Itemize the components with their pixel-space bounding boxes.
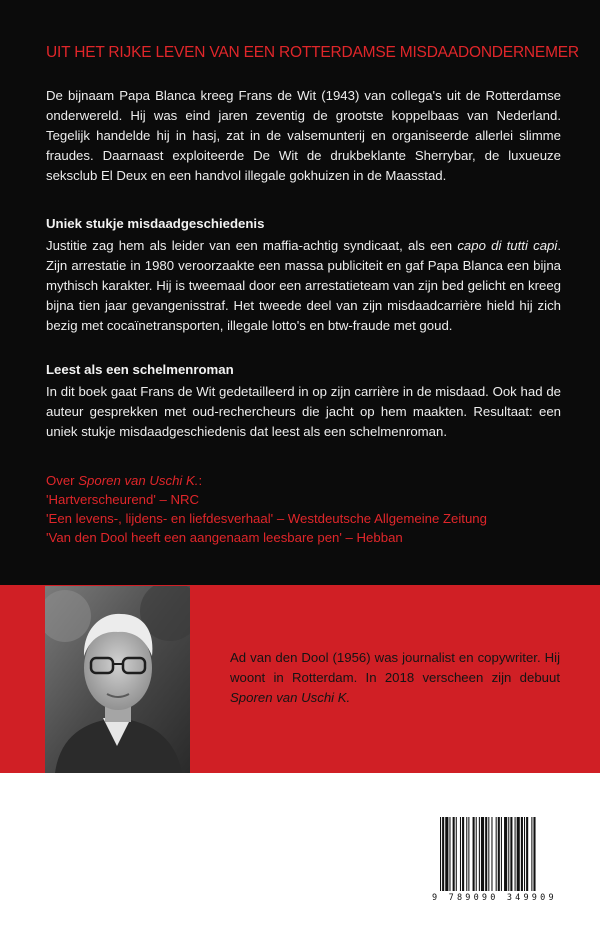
- barcode-bars: [432, 813, 559, 893]
- bio-book-title: Sporen van Uschi K.: [230, 690, 351, 705]
- author-bio: [230, 648, 560, 708]
- paragraph-italic-text: capo di tutti capi: [457, 238, 558, 253]
- barcode-bar: [481, 817, 484, 891]
- isbn-number: 9 789090 349909: [432, 893, 557, 903]
- barcode-bar: [456, 817, 457, 891]
- intro-paragraph: De bijnaam Papa Blanca kreeg Frans de Wit (1943) van collega's uit de Rotterdamse onderwereld. Hij was eind jaren zeventig de grootste koppelbaas van Nederland. Tegelijk handelde hij in hasj, zat in de valsemunterij en organiseerde allerlei slimme fraudes. Daarnaast exploiteerde De Wit de drukbeklante Sherrybar, de luxueuze seksclub El Deux en een handvol illegale gokhuizen in de Maasstad.: [46, 88, 561, 183]
- barcode-bar: [533, 817, 535, 891]
- barcode-bar: [504, 817, 507, 891]
- paragraph-text: . Zijn arrestatie in 1980 veroorzaakte een massa publiciteit en gaf Papa Blanca een bijna mythisch karakter. Hij is tweemaal door een arrestatieteam van zijn bed gelicht en kreeg bijna tien jaar gevangenisstraf. Het tweede deel van zijn misdaadcarrière hield hij zich bezig met cocaïnetransporten, illegale lotto's en btw-fraude met goud.: [46, 238, 561, 333]
- barcode-bar: [485, 817, 487, 891]
- barcode-bar: [508, 817, 509, 891]
- paragraph-text: Justitie zag hem als leider van een maffia-achtig syndicaat, als een: [46, 238, 458, 253]
- section-heading-roman: Leest als een schelmenroman: [46, 362, 234, 377]
- review-intro-suffix: :: [198, 473, 203, 488]
- barcode-bar: [521, 817, 523, 891]
- author-photo: [45, 586, 190, 773]
- barcode-bar: [460, 817, 461, 891]
- barcode-bar: [515, 817, 516, 891]
- review-book-title: Sporen van Uschi K.: [78, 473, 199, 488]
- barcode-bar: [517, 817, 520, 891]
- barcode-bar: [473, 817, 475, 891]
- barcode-bar: [488, 817, 489, 891]
- review-intro: [46, 471, 561, 490]
- barcode-bar: [491, 817, 492, 891]
- barcode-bar: [440, 817, 441, 891]
- barcode-bar: [524, 817, 525, 891]
- review-quote: 'Hartverscheurend' – NRC: [46, 492, 200, 507]
- barcode-bar: [501, 817, 502, 891]
- review-quotes: [46, 471, 561, 547]
- barcode-bar: [466, 817, 467, 891]
- barcode-bar: [449, 817, 450, 891]
- bio-text: Ad van den Dool (1956) was journalist en copywriter. Hij woont in Rotterdam. In 2018 verscheen zijn debuut: [230, 650, 560, 685]
- review-quote: 'Van den Dool heeft een aangenaam leesbare pen' – Hebban: [46, 530, 403, 545]
- barcode-bar: [526, 817, 528, 891]
- barcode-bar: [531, 817, 532, 891]
- barcode-bar: [468, 817, 469, 891]
- section-paragraph-unique: [46, 236, 561, 336]
- barcode-bar: [442, 817, 444, 891]
- section-heading-unique: Uniek stukje misdaadgeschiedenis: [46, 216, 265, 231]
- barcode-bar: [445, 817, 448, 891]
- review-intro-prefix: Over: [46, 473, 79, 488]
- barcode-bar: [498, 817, 500, 891]
- review-quote: 'Een levens-, lijdens- en liefdesverhaal' – Westdeutsche Allgemeine Zeitung: [46, 511, 487, 526]
- barcode-bar: [479, 817, 480, 891]
- barcode-bar: [462, 817, 464, 891]
- barcode-bar: [510, 817, 512, 891]
- barcode-bar: [496, 817, 497, 891]
- cover-headline: UIT HET RIJKE LEVEN VAN EEN ROTTERDAMSE MISDAADONDERNEMER: [46, 44, 579, 61]
- section-paragraph-roman: In dit boek gaat Frans de Wit gedetailleerd in op zijn carrière in de misdaad. Ook had de auteur gesprekken met oud-rechercheurs die jacht op hem maakten. Resultaat: een uniek stukje misdaadgeschiedenis dat leest als een schelmenroman.: [46, 384, 561, 439]
- barcode-bar: [453, 817, 455, 891]
- author-portrait-image: [45, 586, 190, 773]
- barcode-bar: [476, 817, 477, 891]
